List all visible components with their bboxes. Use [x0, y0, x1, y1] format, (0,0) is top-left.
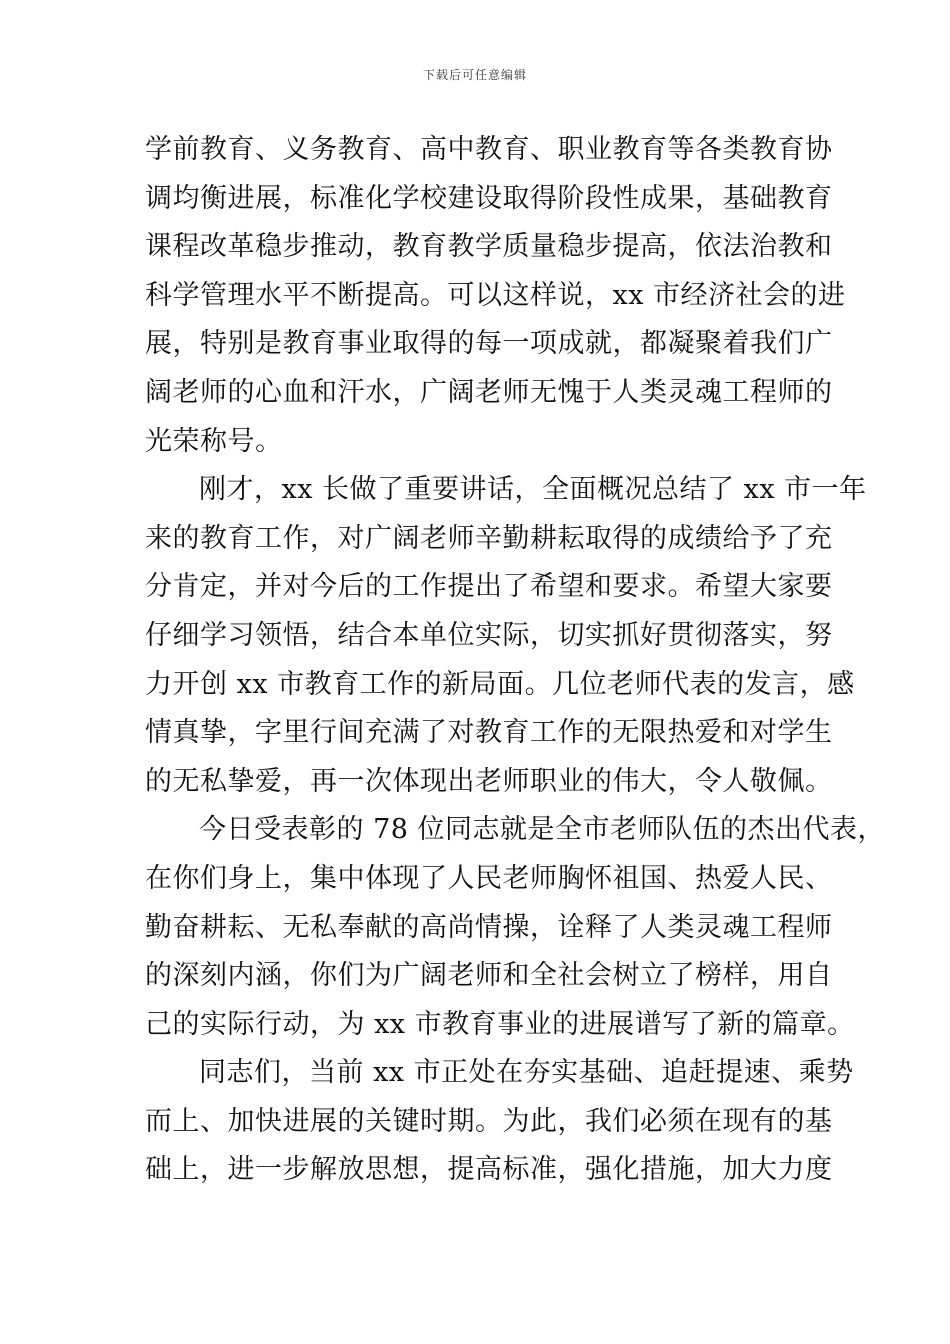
- text-line: 的无私挚爱，再一次体现出老师职业的伟大，令人敬佩。: [145, 765, 833, 797]
- text-line: 学前教育、义务教育、高中教育、职业教育等各类教育协: [145, 134, 833, 165]
- text-line: 调均衡进展，标准化学校建设取得阶段性成果，基础教育: [145, 182, 833, 214]
- text-line: 光荣称号。: [145, 425, 283, 457]
- text-line: 在你们身上，集中体现了人民老师胸怀祖国、热爱人民、: [145, 862, 833, 894]
- text-line: 的深刻内涵，你们为广阔老师和全社会树立了榜样，用自: [145, 960, 833, 992]
- document-body: [145, 126, 886, 1195]
- text-line: 己的实际行动，为 xx 市教育事业的进展谱写了新的篇章。: [145, 1008, 855, 1040]
- text-line: 勤奋耕耘、无私奉献的高尚情操，诠释了人类灵魂工程师: [145, 911, 833, 943]
- page-header-note: 下载后可任意编辑: [422, 68, 527, 82]
- text-line: 分肯定，并对今后的工作提出了希望和要求。希望大家要: [145, 571, 833, 603]
- text-line: 来的教育工作，对广阔老师辛勤耕耘取得的成绩给予了充: [145, 522, 833, 554]
- text-line: 础上，进一步解放思想，提高标准，强化措施，加大力度: [145, 1154, 833, 1186]
- text-line: 仔细学习领悟，结合本单位实际，切实抓好贯彻落实，努: [145, 619, 833, 651]
- text-line: 阔老师的心血和汗水，广阔老师无愧于人类灵魂工程师的: [145, 376, 833, 408]
- text-line: 课程改革稳步推动，教育教学质量稳步提高，依法治教和: [145, 231, 833, 263]
- text-line: 今日受表彰的 78 位同志就是全市老师队伍的杰出代表，: [199, 814, 886, 846]
- text-line: 科学管理水平不断提高。可以这样说，xx 市经济社会的进: [145, 279, 846, 311]
- text-line: 情真挚，字里行间充满了对教育工作的无限热爱和对学生: [145, 717, 833, 749]
- text-line: 展，特别是教育事业取得的每一项成就，都凝聚着我们广: [145, 328, 833, 360]
- text-line: 刚才，xx 长做了重要讲话，全面概况总结了 xx 市一年: [199, 474, 867, 506]
- text-line: 而上、加快进展的关键时期。为此，我们必须在现有的基: [145, 1105, 833, 1137]
- text-line: 同志们，当前 xx 市正处在夯实基础、追赶提速、乘势: [199, 1057, 854, 1089]
- text-line: 力开创 xx 市教育工作的新局面。几位老师代表的发言，感: [145, 668, 855, 700]
